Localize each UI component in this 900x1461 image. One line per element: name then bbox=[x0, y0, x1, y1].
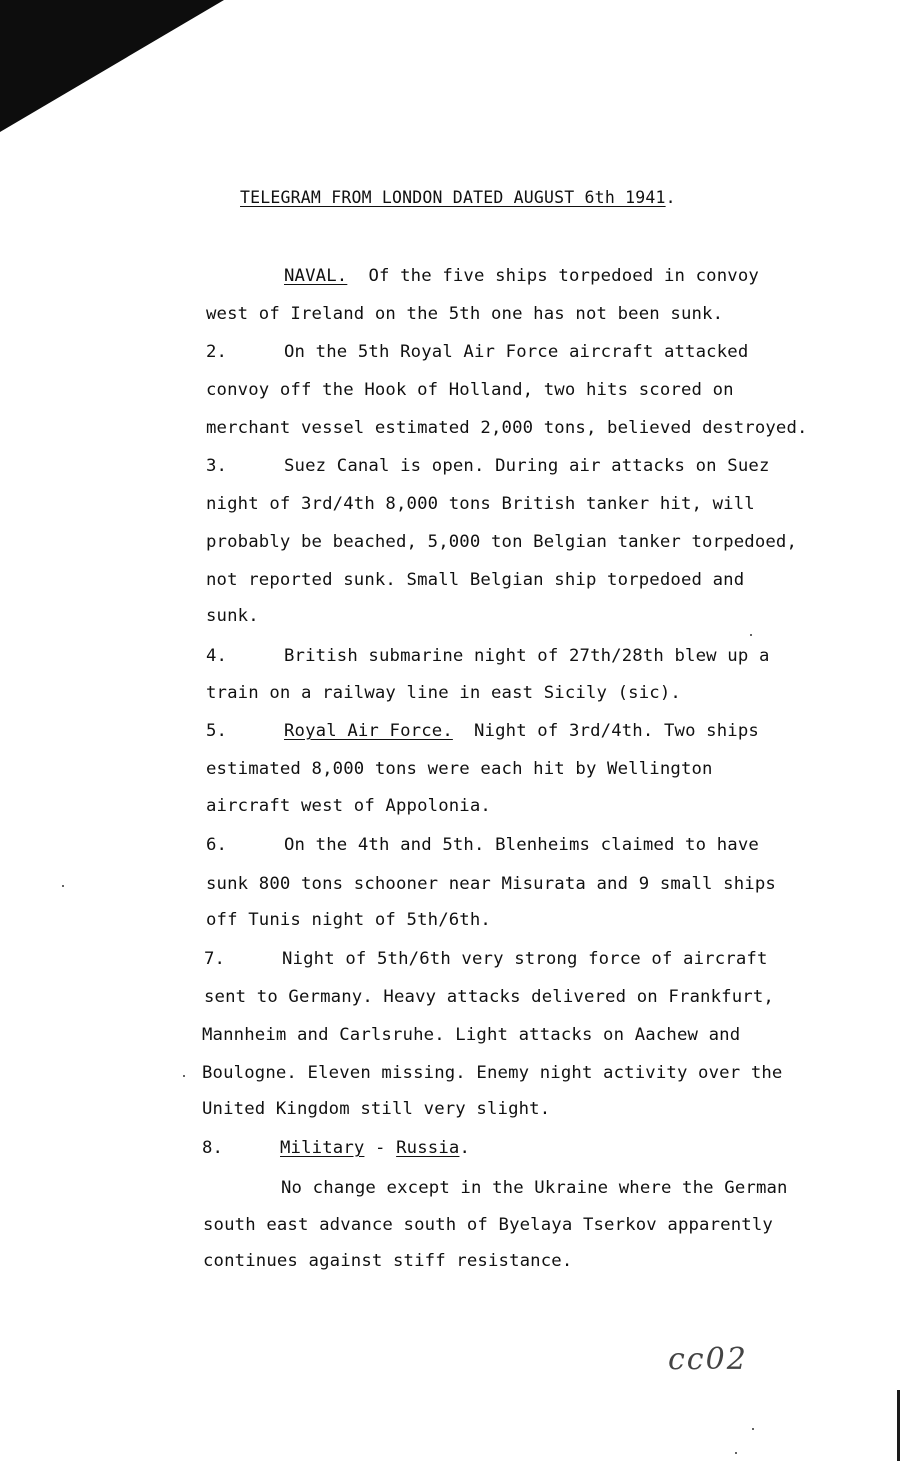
scan-speck bbox=[735, 1452, 737, 1454]
para-4-text: British submarine night of 27th/28th blew up a bbox=[284, 646, 770, 666]
para-5-line-3: aircraft west of Appolonia. bbox=[206, 796, 491, 816]
naval-heading: NAVAL. bbox=[284, 266, 348, 286]
para-5-number: 5. bbox=[206, 721, 228, 741]
para-5-line-1 bbox=[206, 721, 759, 741]
para-3-line-1 bbox=[206, 456, 770, 476]
para-3-line-2: night of 3rd/4th 8,000 tons British tanker hit, will bbox=[206, 494, 755, 514]
para-7-line-4: Boulogne. Eleven missing. Enemy night activity over the bbox=[202, 1063, 783, 1083]
para-5-line-2: estimated 8,000 tons were each hit by Wellington bbox=[206, 759, 713, 779]
para-7-line-3: Mannheim and Carlsruhe. Light attacks on Aachew and bbox=[202, 1025, 741, 1045]
para-8-heading-military: Military bbox=[280, 1138, 365, 1158]
para-6-number: 6. bbox=[206, 835, 228, 855]
para-8-number: 8. bbox=[202, 1138, 224, 1158]
para-8-line-4: continues against stiff resistance. bbox=[203, 1251, 573, 1271]
scan-speck bbox=[183, 1075, 185, 1077]
scan-corner-shadow bbox=[0, 0, 230, 135]
para-2-line-2: convoy off the Hook of Holland, two hits scored on bbox=[206, 380, 734, 400]
para-2-line-1 bbox=[206, 342, 748, 362]
para-8-line-2: No change except in the Ukraine where the German bbox=[281, 1178, 788, 1198]
para-8-heading-sep: - bbox=[364, 1138, 397, 1158]
para-8-line-1 bbox=[202, 1138, 470, 1158]
para-4-number: 4. bbox=[206, 646, 228, 666]
para-2-text: On the 5th Royal Air Force aircraft attacked bbox=[284, 342, 749, 362]
para-7-line-2: sent to Germany. Heavy attacks delivered on Frankfurt, bbox=[204, 987, 774, 1007]
para-7-text: Night of 5th/6th very strong force of aircraft bbox=[282, 949, 768, 969]
para-4-line-1 bbox=[206, 646, 770, 666]
document-title bbox=[240, 188, 676, 207]
para-8-heading-russia: Russia bbox=[396, 1138, 460, 1158]
scan-speck bbox=[752, 1428, 754, 1430]
naval-text: Of the five ships torpedoed in convoy bbox=[368, 266, 759, 286]
para-2-line-3: merchant vessel estimated 2,000 tons, believed destroyed. bbox=[206, 418, 808, 438]
para-4-line-2: train on a railway line in east Sicily (sic). bbox=[206, 683, 681, 703]
para-3-text: Suez Canal is open. During air attacks on Suez bbox=[284, 456, 770, 476]
para-6-line-2: sunk 800 tons schooner near Misurata and 9 small ships bbox=[206, 874, 776, 894]
para-3-line-3: probably be beached, 5,000 ton Belgian tanker torpedoed, bbox=[206, 532, 798, 552]
naval-line-1 bbox=[284, 266, 759, 286]
para-5-heading: Royal Air Force. bbox=[284, 721, 453, 741]
para-7-number: 7. bbox=[204, 949, 226, 969]
title-period: . bbox=[665, 188, 676, 207]
para-8-line-3: south east advance south of Byelaya Tserkov apparently bbox=[203, 1215, 773, 1235]
para-3-line-5: sunk. bbox=[206, 606, 259, 626]
naval-line-2: west of Ireland on the 5th one has not been sunk. bbox=[206, 304, 724, 324]
para-3-number: 3. bbox=[206, 456, 228, 476]
title-text: TELEGRAM FROM LONDON DATED AUGUST 6th 1941 bbox=[240, 188, 666, 207]
para-3-line-4: not reported sunk. Small Belgian ship torpedoed and bbox=[206, 570, 745, 590]
para-6-line-3: off Tunis night of 5th/6th. bbox=[206, 910, 491, 930]
scan-speck bbox=[750, 634, 752, 636]
para-8-heading-end: . bbox=[459, 1138, 470, 1158]
para-2-number: 2. bbox=[206, 342, 228, 362]
para-7-line-1 bbox=[204, 949, 768, 969]
para-7-line-5: United Kingdom still very slight. bbox=[202, 1099, 551, 1119]
scan-speck bbox=[62, 885, 64, 887]
handwritten-reference: cc02 bbox=[668, 1342, 748, 1377]
para-6-text: On the 4th and 5th. Blenheims claimed to have bbox=[284, 835, 759, 855]
para-5-text: Night of 3rd/4th. Two ships bbox=[473, 721, 759, 741]
para-6-line-1 bbox=[206, 835, 759, 855]
